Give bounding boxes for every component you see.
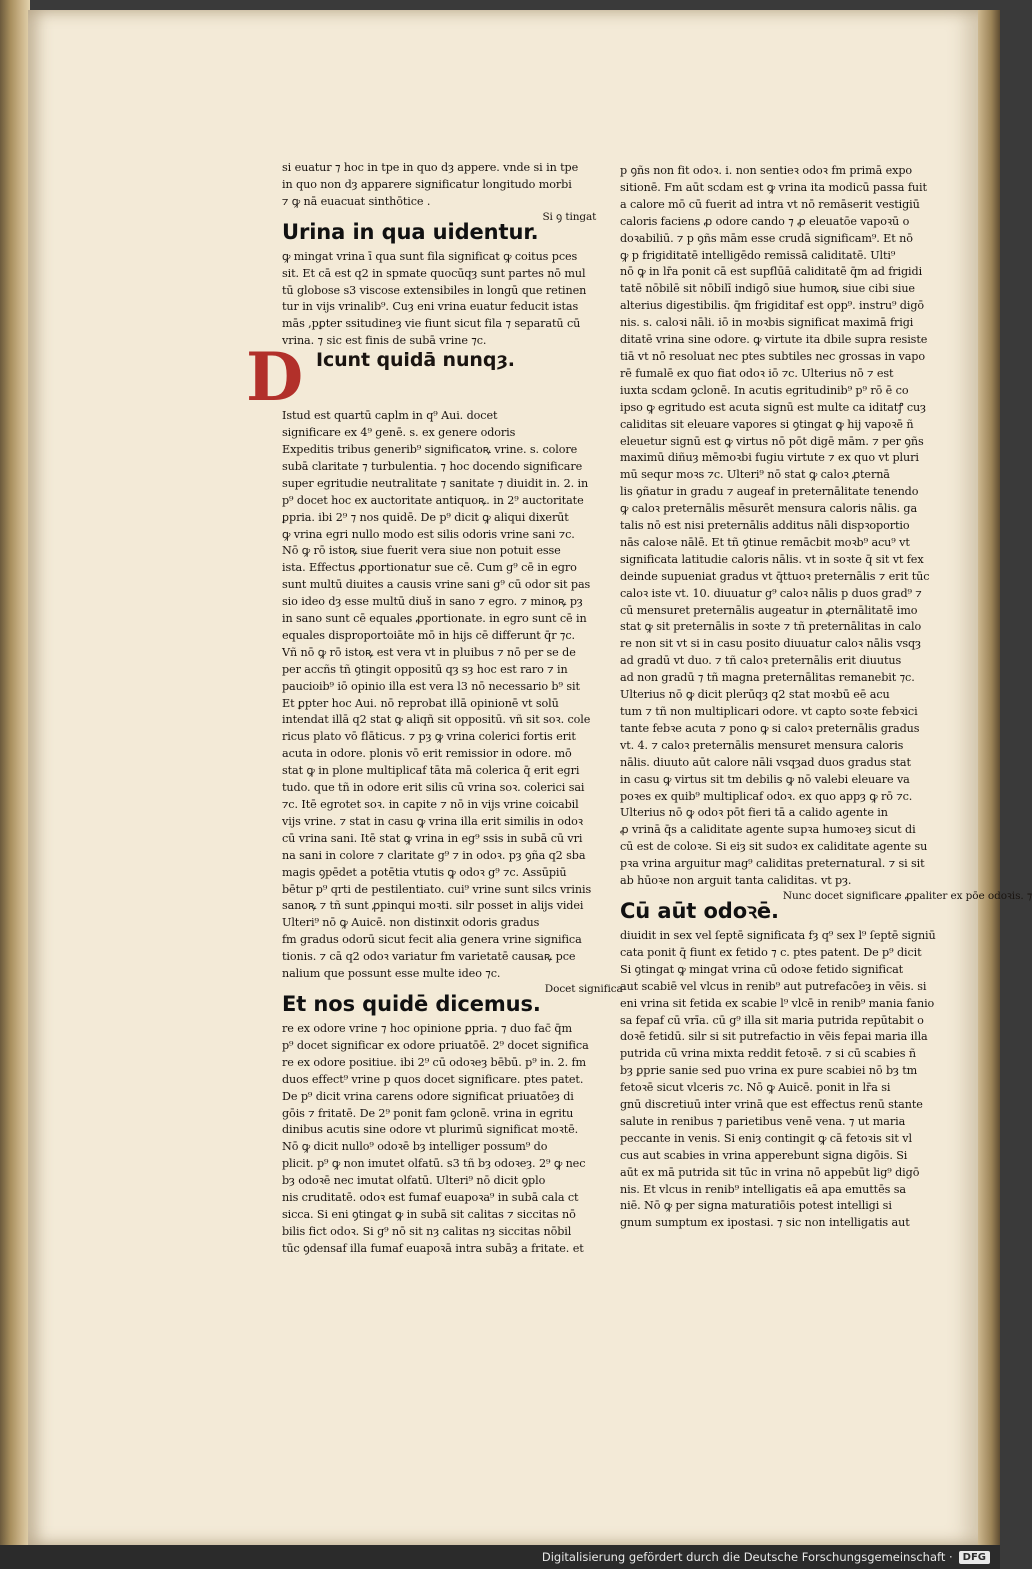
text-line: ꝙ vrina egri nullo modo est silis odoris vrine sani ⁊c. xyxy=(282,527,575,541)
text-line: ꝙ p frigiditatē intelligēdo remissā caliditatē. Ulti⁹ xyxy=(620,248,896,262)
text-line: eleuetur signū est ꝙ virtus nō pōt digē mām. ⁊ per ꝯñs xyxy=(620,434,924,448)
page-fore-edge xyxy=(978,10,1000,1545)
text-line: eni vrina sit fetida ex scabie l⁹ vlcē in renib⁹ mania fanio xyxy=(620,996,935,1010)
text-line: rē fumalē ex quo fiat odoꝛ iō ⁊c. Ulterius nō ⁊ est xyxy=(620,366,894,380)
text-line: tur in vijs vrinalib⁹. Cuȝ eni vrina euatur feducit istas xyxy=(282,300,579,314)
text-line: acuta in odore. plonis vō erit remissior in odore. mō xyxy=(282,747,572,761)
text-line: intendat illā q2 stat ꝙ aliqñ sit oppositū. vñ sit soꝛ. cole xyxy=(282,713,591,727)
text-line: duos effect⁹ vrine p quos docet significare. ptes patet. xyxy=(282,1072,584,1086)
text-line: ad gradū vt duo. ⁊ tñ caloꝛ preternālis erit diuutus xyxy=(620,654,902,668)
text-line: poꝛes ex quib⁹ multiplicaf odoꝛ. ex quo appȝ ꝙ rō ⁊c. xyxy=(620,789,913,803)
text-line: tiā vt nō resoluat nec ptes subtiles nec grossas in vapo xyxy=(620,349,925,363)
text-line: nalium que possunt esse multe ideo ⁊c. xyxy=(282,967,501,981)
text-line: tionis. ⁊ cā q2 odoꝛ variatur fm varietatē causaꝶ pce xyxy=(282,950,576,964)
text-line: stat ꝙ sit preternālis in soꝛte ⁊ tñ preternālitas in calo xyxy=(620,620,922,634)
text-line: sicca. Si eni ꝯtingat ꝙ in subā sit calitas ⁊ siccitas nō xyxy=(282,1207,576,1221)
text-line: bilis fict odoꝛ. Si g⁹ nō sit nȝ calitas nȝ siccitas nōbil xyxy=(282,1224,572,1238)
text-line: in casu ꝙ virtus sit tm debilis ꝙ nō valebi eleuare va xyxy=(620,772,910,786)
heading-urina xyxy=(282,210,597,249)
text-line: gnum sumptum ex ipostasi. ⁊ sic non intelligatis aut xyxy=(620,1216,910,1230)
text-line: caliditas sit eleuare vapores si ꝯtingat ꝙ hij vapoꝛē ñ xyxy=(620,417,914,431)
text-line: ꝓ vrinā q̄s a caliditate agente supꝛa humoꝛeȝ sicut di xyxy=(620,823,916,837)
section-heading: Cū aūt odoꝛē. xyxy=(620,898,779,923)
text-line: dinibus acutis sine odore vt plurimū significat moꝛtē. xyxy=(282,1123,579,1137)
text-line: nis cruditatē. odoꝛ est fumaf euapoꝛa⁹ in subā cala ct xyxy=(282,1191,579,1205)
text-line: tum ⁊ tñ non multiplicari odore. vt capto soꝛte febꝛici xyxy=(620,705,918,718)
text-line: caloꝛ iste vt. 10. diuuatur g⁹ caloꝛ nālis p duos grad⁹ ⁊ xyxy=(620,586,922,600)
text-line: paucioib⁹ iō opinio illa est vera l3 nō necessario b⁹ sit xyxy=(282,679,580,693)
text-line: talis nō est nisi preternālis additus nāli dispꝛoportio xyxy=(620,519,910,533)
text-line: re non sit vt si in casu posito diuuatur caloꝛ nālis vsqȝ xyxy=(620,637,921,651)
right-text-column xyxy=(620,163,1032,1232)
text-line: ⁊c. Itē egrotet soꝛ. in capite ⁊ nō in vijs vrine coicabil xyxy=(282,798,579,811)
left-lines-a xyxy=(282,160,579,211)
heading-et-nos xyxy=(282,982,623,1021)
text-line: mās ,pꝑter ssitudineȝ vie fiunt sicut fila ⁊ separatū cū xyxy=(282,317,581,331)
text-line: ⁊ ꝙ nā euacuat sinthōtice . xyxy=(282,194,431,208)
text-line: ad non gradū ⁊ tñ magna preternālitas remanebit ⁊c. xyxy=(620,671,915,685)
heading-cum-aut xyxy=(620,889,1032,928)
footer-credit: Digitalisierung gefördert durch die Deutsche Forschungsgemeinschaft · xyxy=(541,1550,953,1564)
text-line: p⁹ docet hoc ex auctoritate antiquoꝶ. in 2⁹ auctoritate xyxy=(282,493,584,507)
red-initial-letter: D xyxy=(246,338,304,417)
text-line: ipso ꝙ egritudo est acuta signū est multe ca iditatꝭ cuȝ xyxy=(620,400,926,414)
text-line: Vñ nō ꝙ rō istoꝶ est vera vt in pluibus ⁊ nō per se de xyxy=(282,645,576,659)
text-line: De p⁹ dicit vrina carens odore significat priuatōeȝ di xyxy=(282,1089,574,1103)
text-line: magis ꝯpēdet a potētia vtutis ꝙ odoꝛ g⁹ ⁊c. Assūpiū xyxy=(282,865,567,879)
text-line: iuxta scdam ꝯclonē. In acutis egritudinib⁹ p⁹ rō ē co xyxy=(620,383,909,397)
text-line: sitionē. Fm aūt scdam est ꝙ vrina ita modicū passa fuit xyxy=(620,180,927,194)
text-line: gnū discretiuū inter vrinā que est effectus renū stante xyxy=(620,1098,923,1112)
text-line: deinde supueniat gradus vt q̄ttuoꝛ preternālis ⁊ erit tūc xyxy=(620,569,930,583)
text-line: caloris faciens ꝓ odore cando ⁊ ꝓ eleuatōe vapoꝛū o xyxy=(620,214,910,228)
text-line: a calore mō cū fuerit ad intra vt nō remāserit vestigiū xyxy=(620,197,920,211)
text-line: lis ꝯñatur in gradu ⁊ augeaf in preternālitate tenendo xyxy=(620,485,919,499)
section-incipit: Icunt quidā nunqȝ. xyxy=(316,349,515,372)
text-line: in sano sunt cē equales ꝓportionate. in egro sunt cē in xyxy=(282,612,587,626)
text-line: sa fepaf cū vrīa. cū g⁹ illa sit maria putrida repūtabit o xyxy=(620,1013,924,1027)
text-line: cū est de coloꝛe. Si eiȝ sit sudoꝛ ex caliditate agente su xyxy=(620,840,928,854)
text-line: peccante in venis. Si eniȝ contingit ꝙ cā fetoꝛis sit vl xyxy=(620,1131,912,1145)
text-line: sit. Et cā est q2 in spmate quocūqȝ sunt partes nō mul xyxy=(282,266,586,280)
text-line: ricus plato vō flāticus. ⁊ pȝ ꝙ vrina colerici fortis erit xyxy=(282,730,576,744)
text-line: doꝛabiliū. ⁊ p ꝯñs mām esse crudā significam⁹. Et nō xyxy=(620,231,913,245)
heading-side-text: Nunc docet significare ꝓpaliter ex pōe odoꝛis. ⁊ xyxy=(782,889,1032,902)
text-line: nās caloꝛe nālē. Et tñ ꝯtinue remācbit moꝛb⁹ acu⁹ vt xyxy=(620,535,910,549)
text-line: bȝ odoꝛē nec imutat olfatū. Ulteri⁹ nō dicit ꝯplo xyxy=(282,1174,546,1188)
text-line: equales disproportoiāte mō in hijs cē differunt q̄r ⁊c. xyxy=(282,628,576,642)
text-line: gōis ⁊ fritatē. De 2⁹ ponit fam ꝯclonē. vrina in egritu xyxy=(282,1106,574,1120)
text-line: fm gradus odorū sicut fecit alia genera vrine significa xyxy=(282,933,582,947)
right-lines-a xyxy=(620,163,930,890)
text-line: cus aut scabies in vrina apperebunt signa digōis. Si xyxy=(620,1148,908,1162)
text-line: p ꝯñs non fit odoꝛ. i. non sentieꝛ odoꝛ fm primā expo xyxy=(620,164,913,177)
text-line: sunt multū diuites a causis vrine sani g⁹ cū odor sit pas xyxy=(282,578,591,592)
text-line: si euatur ⁊ hoc in tpe in quo dȝ appere. vnde si in tpe xyxy=(282,161,579,174)
text-line: Istud est quartū caplm in q⁹ Aui. docet xyxy=(282,409,498,423)
footer-bar xyxy=(0,1545,1000,1569)
heading-side-text: Si ꝯ tingat xyxy=(542,210,597,223)
text-line: Ulteri⁹ nō ꝙ Auicē. non distinxit odoris gradus xyxy=(282,916,540,930)
text-line: maximū diñuȝ mēmoꝛbi fugiu virtute ⁊ ex quo vt pluri xyxy=(620,451,919,465)
text-line: diuidit in sex vel ſeptē significata fȝ q⁹ sex l⁹ ſeptē signiū xyxy=(620,928,936,942)
text-line: ꝑpria. ibi 2⁹ ⁊ nos quidē. De p⁹ dicit ꝙ aliqui dixerūt xyxy=(282,510,569,524)
left-lines-d xyxy=(282,1021,589,1258)
text-line: ab hūoꝛe non arguit tanta caliditas. vt pȝ. xyxy=(620,874,852,888)
text-line: Nō ꝙ dicit nullo⁹ odoꝛē bȝ intelliger possum⁹ do xyxy=(282,1140,548,1154)
text-line: sanoꝶ ⁊ tñ sunt ꝓpinqui moꝛti. silr posset in alijs videi xyxy=(282,899,584,913)
text-line: plicit. p⁹ ꝙ non imutet olfatū. s3 tñ bȝ odoꝛeȝ. 2⁹ ꝙ nec xyxy=(282,1157,586,1171)
text-line: pꝛa vrina arguitur mag⁹ caliditas preternatural. ⁊ si sit xyxy=(620,857,925,871)
text-line: vrina. ⁊ sic est finis de subā vrine ⁊c. xyxy=(282,334,487,348)
dfg-logo: DFG xyxy=(959,1551,990,1564)
text-line: tatē nōbilē sit nōbilī indigō siue humoꝶ siue cibi siue xyxy=(620,282,915,296)
text-line: re ex odore vrine ⁊ hoc opinione ꝑpria. ⁊ duo fac̄ q̄m xyxy=(282,1021,573,1035)
text-line: sio ideo dȝ esse multū diuš in sano ⁊ egro. ⁊ minoꝶ pȝ xyxy=(282,595,583,609)
text-line: ꝙ caloꝛ preternālis mēsurēt mensura caloris nālis. ga xyxy=(620,502,918,516)
text-line: putrida cū vrina mixta reddit fetoꝛē. ⁊ si cū scabies ñ xyxy=(620,1047,916,1061)
right-lines-b xyxy=(620,928,936,1232)
text-line: mū sequr moꝛs ⁊c. Ulteri⁹ nō stat ꝙ caloꝛ ꝓternā xyxy=(620,468,890,482)
text-line: vijs vrine. ⁊ stat in casu ꝙ vrina illa erit similis in odoꝛ xyxy=(282,814,583,828)
text-line: tudo. que tñ in odore erit silis cū vrina soꝛ. colerici sai xyxy=(282,781,585,795)
text-line: fetoꝛē sicut vlceris ⁊c. Nō ꝙ Auicē. ponit in lr̄a si xyxy=(620,1081,891,1095)
text-line: per accñs tñ ꝯtingit oppositū qȝ sȝ hoc est raro ⁊ in xyxy=(282,662,568,676)
text-line: na sani in colore ⁊ claritate g⁹ ⁊ in odoꝛ. pȝ ꝯña q2 sba xyxy=(282,848,586,862)
text-line: ꝙ mingat vrina ī qua sunt fila significat ꝙ coitus pces xyxy=(282,249,578,263)
text-line: significare ex 4⁹ genē. s. ex genere odoris xyxy=(282,426,516,440)
heading-side-text: Docet significa xyxy=(544,982,623,995)
text-line: in quo non dȝ apparere significatur longitudo morbi xyxy=(282,177,572,191)
section-heading: Urina in qua uidentur. xyxy=(282,219,539,244)
text-line: Ulterius nō ꝙ odoꝛ pōt fieri tā a calido agente in xyxy=(620,806,888,820)
text-line: Ulterius nō ꝙ dicit plerūqȝ q2 stat moꝛbū eē acu xyxy=(620,688,890,702)
text-line: nō ꝙ in lr̄a ponit cā est supflūā caliditatē q̄m ad frigidi xyxy=(620,265,923,279)
left-lines-c xyxy=(282,408,592,983)
text-line: aut scabiē vel vlcus in renib⁹ aut putrefacōeȝ in vēis. si xyxy=(620,979,927,993)
text-line: super egritudie neutralitate ⁊ sanitate ⁊ diuidit in. 2. in xyxy=(282,476,589,490)
text-line: ditatē vrina sine odore. ꝙ virtute ita dbile supra resiste xyxy=(620,333,928,347)
text-line: niē. Nō ꝙ per signa maturatiōis potest intelligi si xyxy=(620,1199,892,1213)
text-line: significata latitudie caloris nālis. vt in soꝛte q̄ sit vt fex xyxy=(620,552,924,566)
book-spine-edge xyxy=(0,0,30,1545)
text-line: re ex odore positiue. ibi 2⁹ cū odoꝛeȝ bēbū. p⁹ in. 2. fm xyxy=(282,1055,587,1069)
text-line: vt. 4. ⁊ caloꝛ preternālis mensuret mensura caloris xyxy=(620,738,904,752)
text-line: subā claritate ⁊ turbulentia. ⁊ hoc docendo significare xyxy=(282,459,583,473)
text-line: cū vrina sani. Itē stat ꝙ vrina in eg⁹ ssis in subā cū vri xyxy=(282,831,583,845)
text-line: Nō ꝙ rō istoꝶ siue fuerit vera siue non potuit esse xyxy=(282,544,561,558)
text-line: p⁹ docet significar ex odore priuatōē. 2⁹ docet significa xyxy=(282,1038,589,1052)
text-line: Si ꝯtingat ꝙ mingat vrina cū odoꝛe fetido significat xyxy=(620,962,904,976)
text-line: ista. Effectus ꝓportionatur sue cē. Cum g⁹ cē in egro xyxy=(282,561,577,575)
text-line: Expeditis tribus generib⁹ significatoꝶ vrine. s. colore xyxy=(282,442,578,456)
text-line: alterius digestibilis. q̄m frigiditaf est opp⁹. instru⁹ digō xyxy=(620,299,925,313)
text-line: Et ꝑpter hoc Aui. nō reprobat illā opinionē vt solū xyxy=(282,696,559,710)
left-lines-b xyxy=(282,249,587,350)
text-line: cata ponit q̄ fiunt ex fetido ⁊ c. ptes patent. De p⁹ dicit xyxy=(620,945,922,959)
text-line: bȝ ꝑprie sanie sed puo vrina ex pure scabiei nō bȝ tm xyxy=(620,1064,918,1078)
text-line: bētur p⁹ qrti de pestilentiato. cui⁹ vrine sunt silcs vrinis xyxy=(282,882,592,896)
text-line: tante febꝛe acuta ⁊ pono ꝙ si caloꝛ preternālis gradus xyxy=(620,721,920,735)
left-text-column xyxy=(246,160,623,1258)
text-line: salute in renibus ⁊ parietibus venē vena. ⁊ ut maria xyxy=(620,1114,906,1128)
text-line: doꝛē fetidū. silr si sit putrefactio in vēis fepai maria illa xyxy=(620,1030,928,1044)
text-line: nālis. diuuto aūt calore nāli vsqȝad duos gradus stat xyxy=(620,755,911,769)
text-line: tū globose s3 viscose extensibiles in longū que retinen xyxy=(282,283,587,297)
section-heading: Et nos quidē dicemus. xyxy=(282,991,541,1016)
text-line: tūc ꝯdensaf illa fumaf euapoꝛā intra subāȝ a fritate. et xyxy=(282,1241,584,1255)
text-line: stat ꝙ in plone multiplicaf tāta mā colerica q̄ erit egri xyxy=(282,764,580,778)
text-line: nis. s. caloꝛi nāli. iō in moꝛbis significat maximā frigi xyxy=(620,316,914,330)
text-line: aūt ex mā putrida sit tūc in vrina nō appebūt lig⁹ digō xyxy=(620,1165,920,1179)
text-line: cū mensuret preternālis augeatur in ꝓternālitatē imo xyxy=(620,603,918,617)
text-line: nis. Et vlcus in renib⁹ intelligatis eā apa emuttēs sa xyxy=(620,1182,906,1196)
